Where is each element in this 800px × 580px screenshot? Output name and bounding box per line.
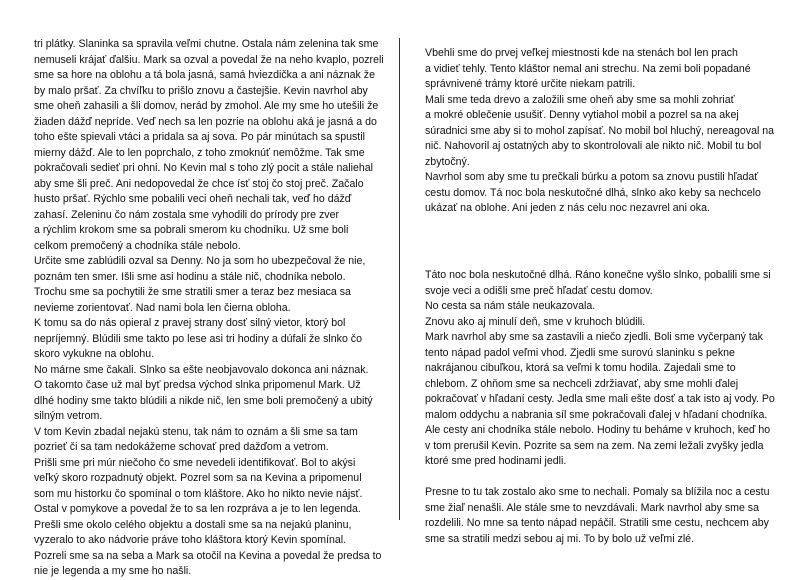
text-line: malom oddychu a nabrania síl sme pokračovali ďalej v hľadaní chodníka. xyxy=(425,408,768,421)
text-line: Znovu ako aj minulí deň, sme v kruhoch blúdili. xyxy=(425,315,646,328)
right-text-column-top xyxy=(425,46,777,217)
text-line xyxy=(425,470,777,486)
text-line: cestu domov. Tá noc bola neskutočné dlhá, slnko ako keby sa nechcelo xyxy=(425,186,761,199)
text-line: nakrájanou cibuľkou, ktorá sa veľmi k tomu hodila. Zajedali sme to xyxy=(425,362,736,374)
text-line: tento nápad padol veľmi vhod. Zjedli sme surovú slaninku s pekne xyxy=(425,346,735,359)
text-line: Prišli sme pri múr niečoho čo sme nevedeli identifikovať. Bol to akýsi xyxy=(34,456,356,469)
text-line: sme sa stratili medzi sebou aj mi. To by bolo už veľmi zlé. xyxy=(425,532,695,545)
text-line: Vbehli sme do prvej veľkej miestnosti kde na stenách bol len prach xyxy=(425,47,738,59)
text-line: mierny dážď. Ale to len poprchalo, z toho zmoknúť nemôžme. Tak sme xyxy=(34,146,365,159)
text-line: aby sme šli preč. Ani nedopovedal že chce ísť stoj čo stoj preč. Začalo xyxy=(34,177,364,190)
right-text-column-bottom xyxy=(425,268,777,547)
text-line: ukázať na oblohe. Ani jeden z nás celu noc nezavrel ani oka. xyxy=(425,202,710,214)
text-line: toho ešte spievali vtáci a pridala sa aj sova. Po pár minútach sa spustil xyxy=(34,131,365,143)
text-line: chlebom. Z ohňom sme sa nechceli zdržiavať, aby sme mohli ďalej xyxy=(425,377,739,390)
text-line: K tomu sa do nás opieral z pravej strany dosť silný vietor, ktorý bol xyxy=(34,317,346,329)
text-line: zahasí. Zeleninu čo nám zostala sme vyhodili do prírody pre zver xyxy=(34,208,340,221)
text-line: správnivené trámy ktoré určite niekam patrili. xyxy=(425,78,636,90)
text-line: žiaden dážď nepríde. Veď nech sa len pozrie na oblohu aká je jasná a do xyxy=(34,115,377,128)
text-line: Táto noc bola neskutočné dlhá. Ráno konečne vyšlo slnko, pobalili sme si xyxy=(425,269,771,281)
text-line: Prešli sme okolo celého objektu a dostali sme sa na nejakú planinu, xyxy=(34,518,352,531)
text-line: ktoré sme pred hodinami jedli. xyxy=(425,455,567,467)
text-line: No cesta sa nám stále neukazovala. xyxy=(425,300,596,312)
text-line: nič. Nahovoril aj ostatných aby to skontrolovali ale nikto nič. Mobil tu bol xyxy=(425,140,762,152)
text-line: silným vetrom. xyxy=(34,410,103,422)
text-line: tri plátky. Slaninka sa spravila veľmi chutne. Ostala nám zelenina tak sme xyxy=(34,38,379,50)
text-line: poznám ten smer. Išli sme asi hodinu a stále nič, chodníka nebolo. xyxy=(34,270,346,283)
text-line: nevieme zorientovať. Nad nami bola len čierna obloha. xyxy=(34,301,291,314)
text-line: Ale cesty ani chodníka stále nebolo. Hodiny tu beháme v kruhoch, keď ho xyxy=(425,424,771,436)
text-line: vyzeralo to ako nádvorie práve toho kláštora ktorý Kevin spomínal. xyxy=(34,534,347,546)
text-line: by malo pršať. Za chvíľku to prišlo znovu a častejšie. Kevin navrhol aby xyxy=(34,84,368,97)
text-line: Mali sme teda drevo a založili sme oheň aby sme sa mohli zohriať xyxy=(425,93,735,106)
text-line: sme oheň zahasili a šli domov, nerád by zmohol. Ale my sme ho utešili že xyxy=(34,100,379,112)
left-text-column xyxy=(34,37,390,580)
text-line: a mokré oblečenie usušiť. Denny vytiahol mobil a pozrel sa na akej xyxy=(425,109,739,121)
text-line: V tom Kevin zbadal nejakú stenu, tak nám to oznám a šli sme sa tam xyxy=(34,425,358,438)
text-line: husto pršať. Rýchlo sme pobalili veci oheň nechali tak, veď ho dážď xyxy=(34,193,352,205)
text-line: zbytočný. xyxy=(425,155,470,168)
text-line: Trochu sme sa pochytili že sme stratili smer a teraz bez mesiaca sa xyxy=(34,286,351,298)
text-line: pokračovať v hľadaní cesty. Jedla sme mali ešte dosť a tak isto aj vody. Po xyxy=(425,393,775,405)
text-line: No márne sme čakali. Slnko sa ešte neobjavovalo dokonca ani náznak. xyxy=(34,363,369,376)
text-line: veľký skoro rozpadnutý objekt. Pozrel som sa na Kevina a pripomenul xyxy=(34,472,362,484)
text-line: Mark navrhol aby sme sa zastavili a niečo zjedli. Boli sme vyčerpaný tak xyxy=(425,331,763,343)
text-line: pokračovali sedieť pri ohni. No Kevin mal s toho zlý pocit a stále naliehal xyxy=(34,162,374,174)
text-line: Pozreli sme sa na seba a Mark sa otočil na Kevina a povedal že predsa to xyxy=(34,549,382,562)
text-line: skoro vykukne na oblohu. xyxy=(34,348,155,360)
text-line: O takomto čase už mal byť predsa východ slnka pripomenul Mark. Už xyxy=(34,379,361,391)
column-divider xyxy=(399,38,400,520)
text-line: pozrieť či sa tam nedokážeme schovať pred dažďom a vetrom. xyxy=(34,441,329,453)
text-line: celkom premočený a chodníka stále nebolo. xyxy=(34,239,241,252)
text-line: som mu historku čo spomínal o tom kláštore. Ako ho nikto nevie nájsť. xyxy=(34,487,363,500)
text-line: nepríjemný. Blúdili sme takto po lese asi tri hodiny a dúfali že slnko čo xyxy=(34,332,362,345)
text-line: sme žiaľ nenašli. Ale stále sme to nevzdávali. Mark navrhol aby sme sa xyxy=(425,501,759,514)
text-line: nemuseli krájať ďalšiu. Mark sa ozval a povedal že na neho kvaplo, pozreli xyxy=(34,53,384,66)
text-line: rozdelili. No mne sa tento nápad nepáčil. Stratili sme cestu, nechcem aby xyxy=(425,517,769,529)
text-line: Presne to tu tak zostalo ako sme to nechali. Pomaly sa blížila noc a cestu xyxy=(425,486,770,498)
text-line: Navrhol som aby sme tu prečkali búrku a potom sa znovu pustili hľadať xyxy=(425,171,759,183)
text-line: nie je legenda a my sme ho našli. xyxy=(34,565,192,577)
text-line: v tom prerušil Kevin. Pozrite sa sem na zem. Na zemi ležali zvyšky jedla xyxy=(425,439,764,452)
text-line: Ostal v pomykove a povedal že to sa len rozpráva a je to len legenda. xyxy=(34,503,361,515)
text-line: svoje veci a odišli sme preč hľadať cestu domov. xyxy=(425,284,653,297)
text-line: súradnici sme aby si to mohol zapísať. No mobil bol hluchý, nereagoval na xyxy=(425,124,775,137)
text-line: a rýchlim krokom sme sa pobrali smerom ku chodníku. Už sme boli xyxy=(34,224,349,236)
text-line: Určite sme zablúdili ozval sa Denny. No ja som ho ubezpečoval že nie, xyxy=(34,255,366,267)
text-line: a vidieť tehly. Tento kláštor nemal ani strechu. Na zemi boli popadané xyxy=(425,62,751,75)
text-line: sme sa hore na oblohu a tá bola jasná, samá hviezdička a ani náznak že xyxy=(34,69,375,81)
text-line: dlhé hodiny sme takto blúdili a nikde nič, len sme boli premočený a ubitý xyxy=(34,394,373,407)
